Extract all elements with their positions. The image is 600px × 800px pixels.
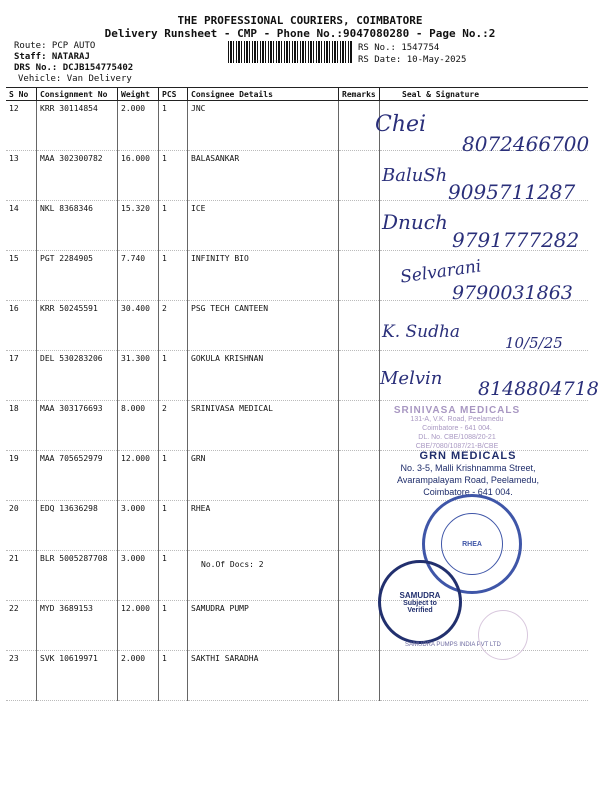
col-consignee: Consignee Details [188,88,339,101]
phone-row-13: 9095711287 [448,180,576,204]
col-pcs: PCS [159,88,188,101]
samudra-company-seal [378,560,462,644]
signature-row-16: K. Sudha [382,322,461,342]
cell-weight: 3.000 [118,551,159,601]
cell-sno: 14 [6,201,37,251]
cell-sno: 19 [6,451,37,501]
cell-sno: 16 [6,301,37,351]
rhea-seal-text: RHEA [462,540,482,548]
rhea-seal-inner [441,513,503,575]
stamp-srinivasa-line3: DL. No. CBE/1088/20-21 [418,434,496,441]
cell-consignee: ICE [188,201,339,251]
samudra-seal-name: SAMUDRA [399,590,441,600]
cell-pcs: 1 [159,251,188,301]
samudra-seal-line1: Subject to [403,599,437,607]
cell-consignee: GRN [188,451,339,501]
route-field: Route: PCP AUTO [14,41,96,51]
runsheet-subtitle: Delivery Runsheet - CMP - Phone No.:9047080280 - Page No.:2 [104,27,496,40]
cell-remarks [339,201,380,251]
cell-weight: 16.000 [118,151,159,201]
stamp-srinivasa-line2: Coimbatore - 641 004. [422,425,492,432]
cell-sno: 18 [6,401,37,451]
cell-sno: 15 [6,251,37,301]
stamp-grn-line1: No. 3-5, Malli Krishnamma Street, [400,463,536,473]
cell-weight: 2.000 [118,651,159,701]
phone-row-12: 8072466700 [462,132,590,156]
samudra-footer-text: SAMUDRA PUMPS INDIA PVT LTD [405,642,501,648]
docs-count-note: No.Of Docs: 2 [201,560,264,569]
cell-consignee: SRINIVASA MEDICAL [188,401,339,451]
cell-consignment: MYD 3689153 [37,601,118,651]
col-remarks: Remarks [339,88,380,101]
cell-remarks [339,301,380,351]
cell-pcs: 1 [159,351,188,401]
grn-medicals-stamp [388,450,548,498]
col-signature: Seal & Signature [380,88,589,101]
cell-pcs: 1 [159,601,188,651]
cell-consignment: NKL 8368346 [37,201,118,251]
cell-remarks [339,501,380,551]
cell-pcs: 1 [159,151,188,201]
cell-pcs: 1 [159,651,188,701]
phone-row-15: 9790031863 [452,282,573,304]
col-weight: Weight [118,88,159,101]
stamp-srinivasa-name: SRINIVASA MEDICALS [393,405,521,416]
signature-row-12: Chei [375,112,427,137]
cell-consignment: MAA 303176693 [37,401,118,451]
signature-row-17: Melvin [380,368,443,389]
cell-consignee [188,551,339,601]
cell-pcs: 1 [159,451,188,501]
cell-pcs: 2 [159,301,188,351]
cell-weight: 3.000 [118,501,159,551]
cell-sno: 17 [6,351,37,401]
stamp-srinivasa-line4: CBE/7080/1087/21-B/CBE [415,443,499,450]
cell-weight: 31.300 [118,351,159,401]
cell-consignment: PGT 2284905 [37,251,118,301]
cell-pcs: 1 [159,101,188,151]
cell-consignee: SAKTHI SARADHA [188,651,339,701]
cell-consignment: BLR 5005287708 [37,551,118,601]
rs-number: RS No.: 1547754 [358,43,440,53]
signature-row-13: BaluSh [382,165,448,186]
cell-weight: 8.000 [118,401,159,451]
cell-remarks [339,351,380,401]
rs-date: RS Date: 10-May-2025 [358,55,467,65]
cell-remarks [339,251,380,301]
cell-consignment: SVK 10619971 [37,651,118,701]
cell-sno: 23 [6,651,37,701]
cell-pcs: 1 [159,501,188,551]
date-row-16: 10/5/25 [505,334,563,352]
cell-sno: 22 [6,601,37,651]
cell-weight: 2.000 [118,101,159,151]
cell-consignment: EDQ 13636298 [37,501,118,551]
stamp-grn-line3: Coimbatore - 641 004. [423,487,513,497]
cell-remarks [339,151,380,201]
cell-consignment: DEL 530283206 [37,351,118,401]
cell-sno: 12 [6,101,37,151]
cell-consignee: PSG TECH CANTEEN [188,301,339,351]
staff-field: Staff: NATARAJ [14,52,90,62]
cell-weight: 15.320 [118,201,159,251]
cell-weight: 12.000 [118,601,159,651]
cell-remarks [339,651,380,701]
col-sno: S No [6,88,37,101]
cell-consignee: BALASANKAR [188,151,339,201]
phone-row-14: 9791777282 [452,228,580,252]
cell-consignment: MAA 705652979 [37,451,118,501]
srinivasa-medicals-stamp [372,406,542,451]
stamp-srinivasa-line1: 131-A, V.K. Road, Peelamedu [410,416,504,423]
cell-pcs: 2 [159,401,188,451]
cell-sno: 13 [6,151,37,201]
faint-round-seal [478,610,528,660]
cell-remarks [339,601,380,651]
cell-remarks [339,451,380,501]
cell-signature [380,651,589,701]
cell-remarks [339,551,380,601]
cell-consignment: KRR 50245591 [37,301,118,351]
barcode [228,41,352,63]
cell-pcs: 1 [159,551,188,601]
table-header-row [6,88,588,101]
col-consignment: Consignment No [37,88,118,101]
cell-pcs: 1 [159,201,188,251]
cell-sno: 20 [6,501,37,551]
signature-row-15: Selvarani [399,256,483,288]
cell-remarks [339,101,380,151]
cell-consignment: MAA 302300782 [37,151,118,201]
cell-consignee: GOKULA KRISHNAN [188,351,339,401]
cell-consignee: INFINITY BIO [188,251,339,301]
drs-field: DRS No.: DCJB154775402 [14,63,134,73]
cell-weight: 12.000 [118,451,159,501]
company-title: THE PROFESSIONAL COURIERS, COIMBATORE [177,14,423,27]
cell-consignment: KRR 30114854 [37,101,118,151]
cell-sno: 21 [6,551,37,601]
table-row [6,301,588,351]
cell-consignee: RHEA [188,501,339,551]
cell-consignee: JNC [188,101,339,151]
samudra-seal-line2: Verified [407,606,433,614]
cell-weight: 7.740 [118,251,159,301]
stamp-grn-line2: Avarampalayam Road, Peelamedu, [397,475,539,485]
vehicle-field: Vehicle: Van Delivery [18,74,132,84]
cell-consignee: SAMUDRA PUMP [188,601,339,651]
signature-row-14: Dnuch [382,210,448,234]
cell-weight: 30.400 [118,301,159,351]
phone-row-17: 8148804718 [478,378,599,400]
stamp-grn-name: GRN MEDICALS [419,450,517,462]
